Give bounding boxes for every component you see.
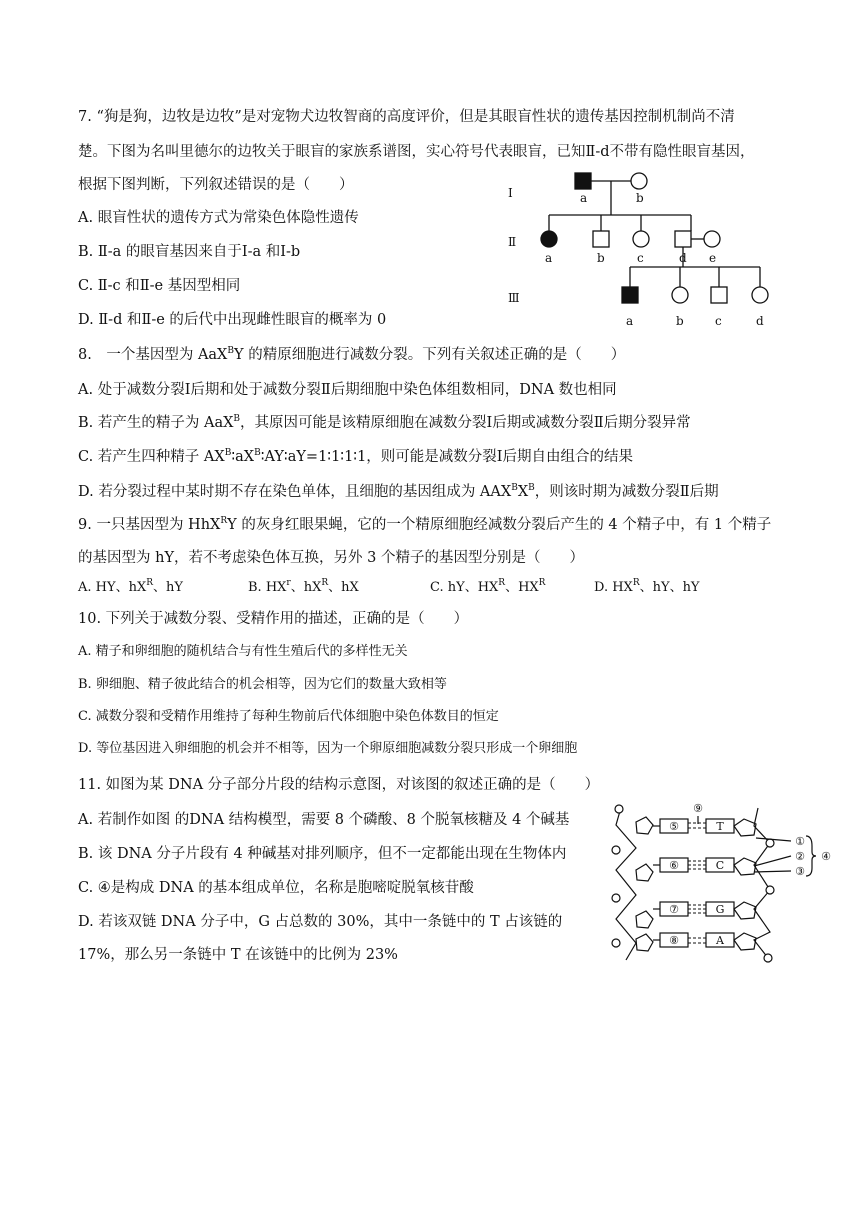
dna-base-label: T bbox=[716, 820, 724, 833]
q11-option-b: B. 该 DNA 分子片段有 4 种碱基对排列顺序，但不一定都能出现在生物体内 bbox=[78, 846, 567, 862]
pedigree-gen-label: Ⅲ bbox=[508, 291, 520, 305]
q9-stem-line1: 9. 一只基因型为 HhX$^R$Y 的灰身红眼果蝇，它的一个精原细胞经减数分裂后产生的 4 个精子中，有 1 个精子 bbox=[78, 516, 772, 533]
dna-base-label: G bbox=[715, 903, 725, 916]
q7-option-c: C. Ⅱ-c 和Ⅱ-e 基因型相同 bbox=[78, 278, 241, 294]
dna-marker-label: ④ bbox=[821, 850, 831, 863]
q7-option-d: D. Ⅱ-d 和Ⅱ-e 的后代中出现雌性眼盲的概率为 0 bbox=[78, 312, 387, 328]
pedigree-label: c bbox=[637, 251, 644, 265]
pedigree-label: b bbox=[636, 191, 644, 205]
pedigree-iii-b-female bbox=[672, 287, 688, 303]
pedigree-ii-e-female bbox=[704, 231, 720, 247]
pedigree-label: d bbox=[679, 251, 687, 265]
pedigree-label: b bbox=[676, 314, 684, 328]
pedigree-ii-c-female bbox=[633, 231, 649, 247]
pedigree-label: e bbox=[709, 251, 717, 265]
pedigree-iii-a-affected-male bbox=[622, 287, 638, 303]
q9-option-d: D. $HX^R$、hY、hY bbox=[594, 578, 700, 595]
q9-stem-line2: 的基因型为 hY，若不考虑染色体互换，另外 3 个精子的基因型分别是（ ） bbox=[78, 550, 584, 566]
q9-option-c: C. hY、$HX^R$、$HX^R$ bbox=[430, 578, 546, 595]
q9-option-a: A. HY、$hX^R$、hY bbox=[78, 578, 183, 595]
pedigree-label: a bbox=[545, 251, 553, 265]
pedigree-gen-label: Ⅱ bbox=[508, 235, 517, 249]
pedigree-ii-a-affected-female bbox=[541, 231, 557, 247]
q7-option-a: A. 眼盲性状的遗传方式为常染色体隐性遗传 bbox=[78, 210, 359, 226]
pedigree-iii-c-male bbox=[711, 287, 727, 303]
q8-stem: 8. 一个基因型为 AaX$^B$Y 的精原细胞进行减数分裂。下列有关叙述正确的是（ ） bbox=[78, 346, 626, 363]
dna-marker-label: ② bbox=[795, 850, 805, 863]
q10-option-c: C. 减数分裂和受精作用维持了每种生物前后代体细胞中染色体数目的恒定 bbox=[78, 709, 499, 724]
pedigree-label: a bbox=[626, 314, 634, 328]
q10-option-b: B. 卵细胞、精子彼此结合的机会相等，因为它们的数量大致相等 bbox=[78, 677, 447, 692]
pedigree-label: c bbox=[715, 314, 722, 328]
q8-option-a: A. 处于减数分裂Ⅰ后期和处于减数分裂Ⅱ后期细胞中染色体组数相同，DNA 数也相同 bbox=[78, 382, 617, 398]
pedigree-ii-b-male bbox=[593, 231, 609, 247]
dna-base-label: ⑧ bbox=[669, 934, 679, 947]
q10-stem: 10. 下列关于减数分裂、受精作用的描述，正确的是（ ） bbox=[78, 611, 469, 627]
q7-option-b: B. Ⅱ-a 的眼盲基因来自于Ⅰ-a 和Ⅰ-b bbox=[78, 244, 301, 260]
dna-base-label: ⑥ bbox=[669, 859, 679, 872]
q7-stem-line2: 楚。下图为名叫里德尔的边牧关于眼盲的家族系谱图，实心符号代表眼盲，已知Ⅱ-d不带有隐性眼盲基因， bbox=[78, 144, 755, 160]
pedigree-label: d bbox=[756, 314, 764, 328]
pedigree-i-b-female bbox=[631, 173, 647, 189]
dna-base-label: ⑦ bbox=[669, 903, 679, 916]
q11-option-d-line2: 17%，那么另一条链中 T 在该链中的比例为 23% bbox=[78, 947, 398, 963]
q11-option-a: A. 若制作如图 的DNA 结构模型，需要 8 个磷酸、8 个脱氧核糖及 4 个碱基 bbox=[78, 812, 570, 828]
q8-option-b: B. 若产生的精子为 AaX$^B$，其原因可能是该精原细胞在减数分裂Ⅰ后期或减数分裂Ⅱ后期分裂异常 bbox=[78, 414, 691, 431]
q10-option-a: A. 精子和卵细胞的随机结合与有性生殖后代的多样性无关 bbox=[78, 644, 408, 659]
dna-base-label: A bbox=[716, 934, 724, 947]
dna-marker-label: ⑨ bbox=[693, 802, 703, 815]
q8-option-c: C. 若产生四种精子 $AX^B∶aX^B∶AY∶aY=1∶1∶1∶1$，则可能是减数分裂Ⅰ后期自由组合的结果 bbox=[78, 448, 634, 465]
dna-structure-diagram bbox=[606, 798, 846, 968]
pedigree-iii-d-female bbox=[752, 287, 768, 303]
q8-option-d: D. 若分裂过程中某时期不存在染色单体，且细胞的基因组成为 $AAX^BX^B$，则该时期为减数分裂Ⅱ后期 bbox=[78, 483, 719, 500]
dna-marker-label: ③ bbox=[795, 865, 805, 878]
q7-stem-line1: 7. “狗是狗，边牧是边牧”是对宠物犬边牧智商的高度评价，但是其眼盲性状的遗传基因控制机制尚不清 bbox=[78, 109, 735, 125]
dna-base-label: ⑤ bbox=[669, 820, 679, 833]
pedigree-chart bbox=[500, 166, 790, 332]
pedigree-i-a-affected-male bbox=[575, 173, 591, 189]
pedigree-ii-d-male bbox=[675, 231, 691, 247]
q9-option-b: B. $HX^r$、$hX^R$、hX bbox=[248, 578, 359, 595]
dna-marker-label: ① bbox=[795, 835, 805, 848]
pedigree-label: b bbox=[597, 251, 605, 265]
pedigree-label: a bbox=[580, 191, 588, 205]
dna-base-label: C bbox=[715, 859, 725, 872]
pedigree-gen-label: Ⅰ bbox=[508, 186, 513, 200]
q7-stem-line3: 根据下图判断，下列叙述错误的是（ ） bbox=[78, 177, 354, 193]
q11-option-d-line1: D. 若该双链 DNA 分子中，G 占总数的 30%，其中一条链中的 T 占该链的 bbox=[78, 914, 563, 930]
q11-stem: 11. 如图为某 DNA 分子部分片段的结构示意图，对该图的叙述正确的是（ ） bbox=[78, 777, 600, 793]
q10-option-d: D. 等位基因进入卵细胞的机会并不相等，因为一个卵原细胞减数分裂只形成一个卵细胞 bbox=[78, 741, 578, 756]
q11-option-c: C. ④是构成 DNA 的基本组成单位，名称是胞嘧啶脱氧核苷酸 bbox=[78, 880, 474, 896]
